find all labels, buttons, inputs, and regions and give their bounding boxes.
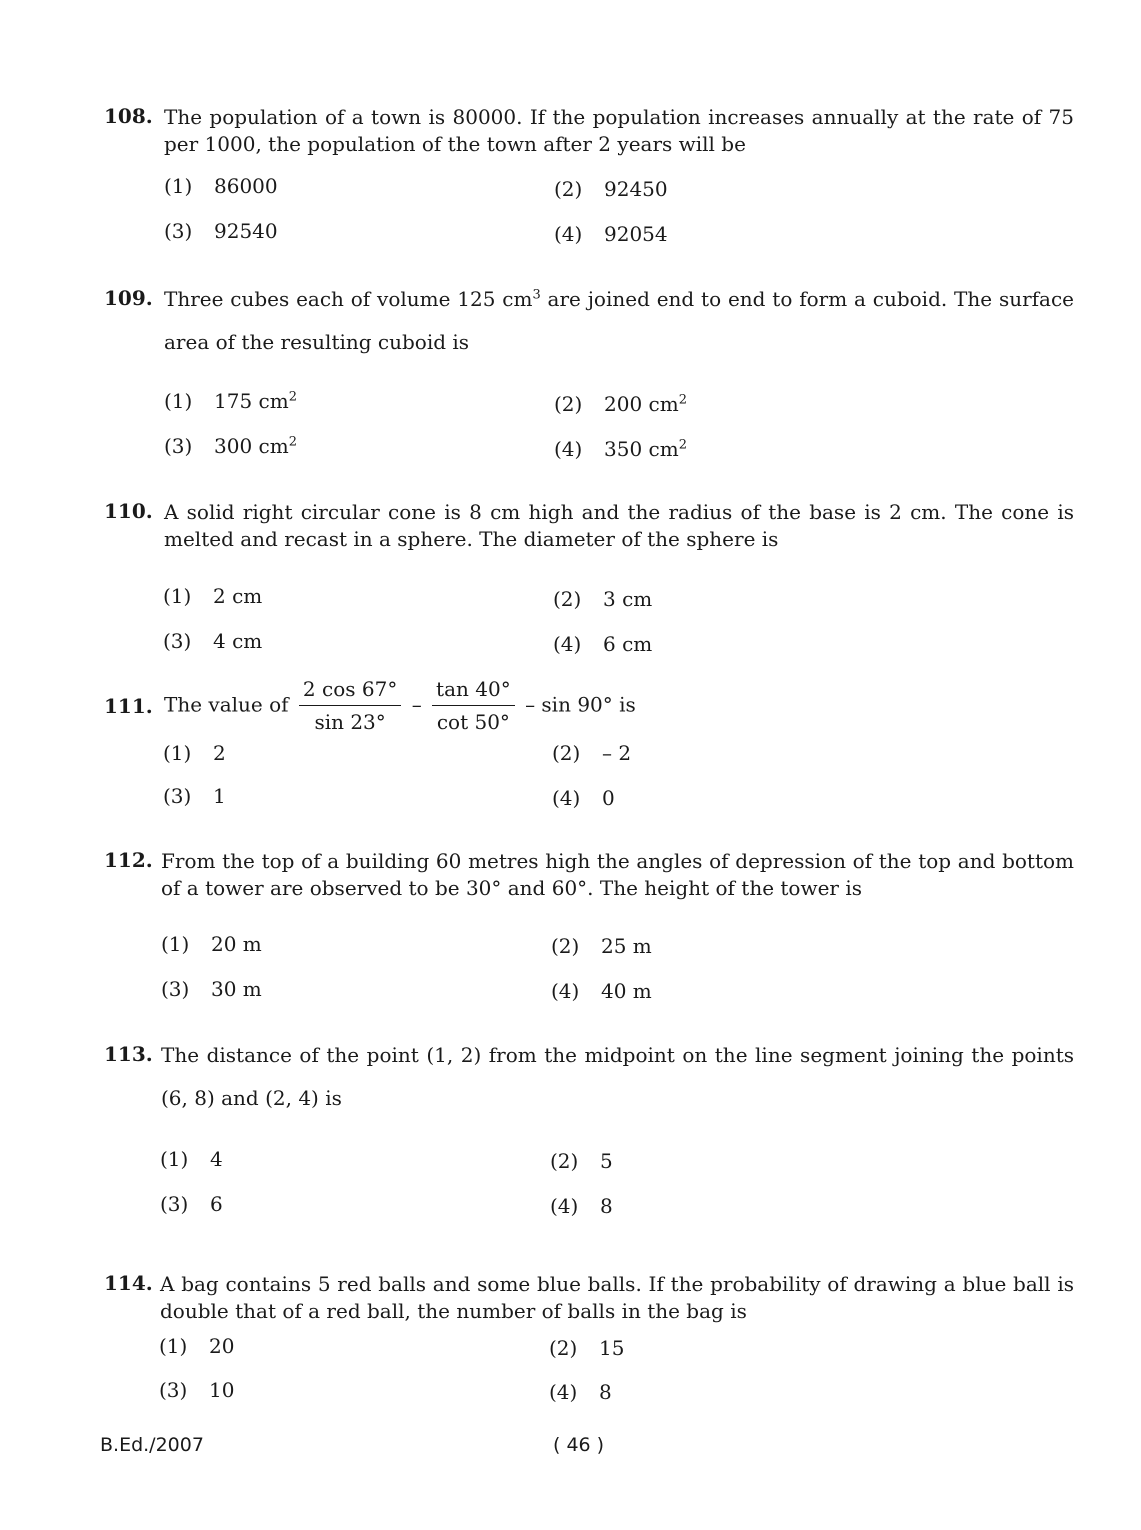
option-label: (4) bbox=[554, 222, 583, 246]
option-value: 92450 bbox=[604, 177, 668, 201]
option-3: (3) 10 bbox=[159, 1378, 235, 1402]
option-4: (4) 0 bbox=[552, 786, 615, 810]
option-value: 92054 bbox=[604, 222, 668, 246]
page-number: ( 46 ) bbox=[553, 1434, 605, 1456]
question-114 bbox=[104, 1271, 1074, 1325]
option-4: (4) 40 m bbox=[551, 979, 652, 1003]
option-1 bbox=[164, 174, 278, 198]
question-number: 109. bbox=[104, 286, 153, 310]
option-4: (4) 8 bbox=[550, 1194, 613, 1218]
option-2: (2) – 2 bbox=[552, 741, 632, 765]
option-3: (3) 300 $cm^2$ bbox=[164, 434, 297, 458]
option-value: 92540 bbox=[214, 219, 278, 243]
question-number: 108. bbox=[104, 104, 153, 128]
question-110 bbox=[104, 499, 1074, 553]
option-3: (3) 30 m bbox=[161, 977, 262, 1001]
option-2: (2) 3 cm bbox=[553, 587, 653, 611]
option-2: (2) 25 m bbox=[551, 934, 652, 958]
option-4: (4) 6 cm bbox=[553, 632, 653, 656]
option-3 bbox=[164, 219, 278, 243]
option-1: (1) 20 m bbox=[161, 932, 262, 956]
option-3: (3) 4 cm bbox=[163, 629, 263, 653]
footer-code: B.Ed./2007 bbox=[100, 1434, 204, 1456]
option-4 bbox=[554, 222, 668, 246]
option-3: (3) 6 bbox=[160, 1192, 223, 1216]
option-1: (1) 4 bbox=[160, 1147, 223, 1171]
question-text: A bag contains 5 red balls and some blue balls. If the probability of drawing a blue ball is double that of a red ball, the number of balls in the bag is bbox=[160, 1272, 1074, 1323]
fraction-1: $\frac{2 \cos 67^\circ}{\sin 23^\circ}$ bbox=[299, 676, 401, 736]
option-value: 86000 bbox=[214, 174, 278, 198]
option-3: (3) 1 bbox=[163, 784, 226, 808]
question-108 bbox=[104, 104, 1074, 158]
option-4: (4) 8 bbox=[549, 1380, 612, 1404]
question-text: The population of a town is 80000. If the population increases annually at the rate of 75 per 1000, the population of the town after 2 years will be bbox=[164, 105, 1074, 156]
option-label: (3) bbox=[164, 219, 193, 243]
question-number: 113. bbox=[104, 1042, 153, 1066]
option-1: (1) 20 bbox=[159, 1334, 235, 1358]
option-1: (1) 175 $cm^2$ bbox=[164, 389, 297, 413]
question-number: 112. bbox=[104, 848, 153, 872]
option-2 bbox=[554, 177, 668, 201]
question-text: A solid right circular cone is 8 cm high and the radius of the base is 2 cm. The cone is melted and recast in a sphere. The diameter of the sphere is bbox=[164, 500, 1074, 551]
option-label: (1) bbox=[164, 174, 193, 198]
fraction-2: $\frac{\tan 40^\circ}{\cot 50^\circ}$ bbox=[432, 676, 515, 736]
question-number: 114. bbox=[104, 1271, 153, 1295]
option-2: (2) 200 $cm^2$ bbox=[554, 392, 687, 416]
question-109 bbox=[104, 278, 1074, 364]
question-113 bbox=[104, 1034, 1074, 1120]
question-number: 110. bbox=[104, 499, 153, 523]
question-text: Three cubes each of volume 125 $cm^3$ are joined end to end to form a cuboid. The surface area of the resulting cuboid is bbox=[164, 287, 1075, 354]
question-text: The value of $\frac{2 \cos 67^\circ}{\sin 23^\circ}$ – $\frac{\tan 40^\circ}{\cot 50^\circ}$ – sin 90° is bbox=[164, 677, 636, 734]
question-text: From the top of a building 60 metres high the angles of depression of the top and bottom of a tower are observed to be 30° and 60°. The height of the tower is bbox=[161, 849, 1074, 900]
question-112 bbox=[104, 848, 1074, 902]
option-label: (2) bbox=[554, 177, 583, 201]
option-2: (2) 5 bbox=[550, 1149, 613, 1173]
question-111 bbox=[104, 676, 1074, 736]
option-1: (1) 2 bbox=[163, 741, 226, 765]
option-1: (1) 2 cm bbox=[163, 584, 263, 608]
question-number: 111. bbox=[104, 694, 153, 718]
option-4: (4) 350 $cm^2$ bbox=[554, 437, 687, 461]
question-text: The distance of the point (1, 2) from the midpoint on the line segment joining the points (6, 8) and (2, 4) is bbox=[161, 1043, 1074, 1110]
option-2: (2) 15 bbox=[549, 1336, 625, 1360]
